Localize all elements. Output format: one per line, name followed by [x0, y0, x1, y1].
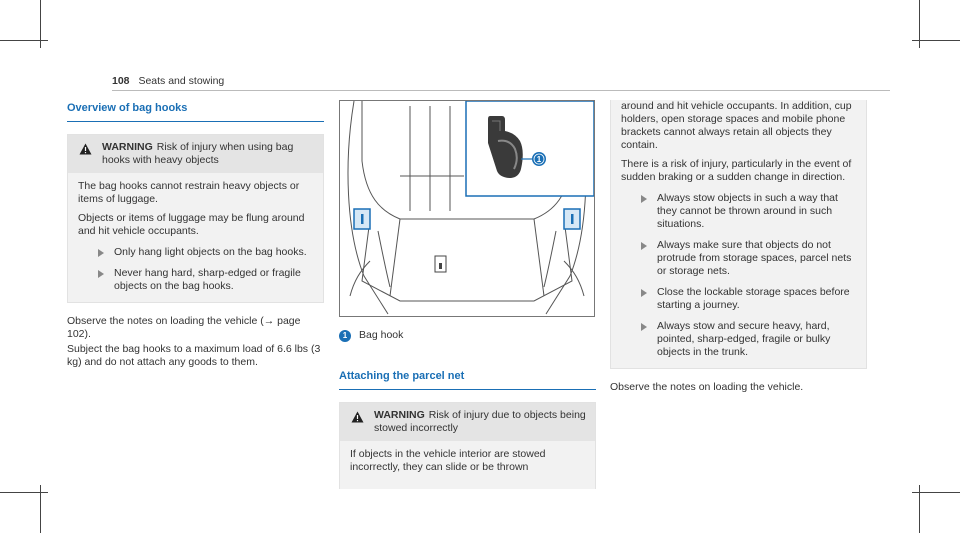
- crop-mark: [0, 492, 48, 493]
- arrow-bullet-icon: [98, 270, 104, 278]
- section-heading: Attaching the parcel net: [339, 368, 596, 390]
- crop-mark: [0, 40, 48, 41]
- warning-label: WARNING: [102, 141, 153, 153]
- callout-badge: 1: [339, 330, 351, 342]
- warning-body: [340, 441, 595, 489]
- warning-box: [339, 402, 596, 489]
- warning-paragraph: Objects or items of luggage may be flung around and hit vehicle occupants.: [78, 212, 305, 237]
- warning-body: [611, 100, 866, 368]
- body-paragraph: Observe the notes on loading the vehicle (→ page 102).: [67, 315, 301, 340]
- bullet-item: [78, 246, 313, 259]
- body-text: [610, 381, 867, 394]
- section-title: Seats and stowing: [138, 75, 225, 87]
- bullet-text: Always stow objects in such a way that they cannot be thrown around in such situations.: [657, 192, 838, 230]
- body-paragraph: Subject the bag hooks to a maximum load of 6.6 lbs (3 kg) and do not attach any goods to them.: [67, 343, 321, 368]
- arrow-bullet-icon: [641, 323, 647, 331]
- warning-text: Risk of injury due to objects being stowed incorrectly: [374, 409, 586, 434]
- warning-triangle-icon: [351, 411, 364, 423]
- column-2: [339, 100, 596, 489]
- warning-triangle-icon: [79, 143, 92, 155]
- bullet-text: Only hang light objects on the bag hooks.: [114, 246, 307, 258]
- caption-label: Bag hook: [359, 329, 404, 341]
- warning-paragraph: If objects in the vehicle interior are stowed incorrectly, they can slide or be thrown: [350, 448, 546, 473]
- warning-header: [340, 403, 595, 441]
- trunk-drawing: [340, 101, 594, 316]
- body-paragraph: Observe the notes on loading the vehicle.: [610, 381, 804, 393]
- figure-caption: [339, 329, 596, 342]
- column-3: [610, 100, 867, 394]
- warning-text: Risk of injury when using bag hooks with heavy objects: [102, 141, 294, 166]
- column-1: [67, 100, 324, 369]
- section-heading: Overview of bag hooks: [67, 100, 324, 122]
- bullet-text: Close the lockable storage spaces before starting a journey.: [657, 286, 850, 311]
- callout-number: 1: [536, 155, 542, 164]
- warning-paragraph: around and hit vehicle occupants. In addition, cup holders, open storage spaces and mobile phone brackets cannot always retain all objects they contain.: [621, 100, 852, 151]
- warning-paragraph: The bag hooks cannot restrain heavy objects or items of luggage.: [78, 180, 300, 205]
- warning-body: [68, 173, 323, 302]
- body-text: [67, 315, 324, 369]
- bullet-item: [621, 239, 856, 278]
- bullet-text: Always stow and secure heavy, hard, pointed, sharp-edged, fragile or bulky objects in the trunk.: [657, 320, 831, 358]
- bullet-item: [78, 267, 313, 293]
- warning-paragraph: There is a risk of injury, particularly in the event of sudden braking or a sudden change in direction.: [621, 158, 852, 183]
- arrow-bullet-icon: [641, 195, 647, 203]
- warning-box: [67, 134, 324, 303]
- trunk-illustration: [339, 100, 595, 317]
- page-header: [112, 75, 224, 87]
- bullet-item: [621, 286, 856, 312]
- warning-label: WARNING: [374, 409, 425, 421]
- header-divider: [112, 90, 890, 91]
- crop-mark: [912, 40, 960, 41]
- bullet-item: [621, 320, 856, 359]
- bullet-text: Never hang hard, sharp-edged or fragile objects on the bag hooks.: [114, 267, 301, 292]
- arrow-bullet-icon: [641, 242, 647, 250]
- arrow-bullet-icon: [641, 289, 647, 297]
- page-number: 108: [112, 75, 130, 87]
- crop-mark: [912, 492, 960, 493]
- warning-header: [68, 135, 323, 173]
- warning-box-continued: [610, 100, 867, 369]
- bullet-item: [621, 192, 856, 231]
- bullet-text: Always make sure that objects do not protrude from storage spaces, parcel nets or storage nets.: [657, 239, 852, 277]
- arrow-bullet-icon: [98, 249, 104, 257]
